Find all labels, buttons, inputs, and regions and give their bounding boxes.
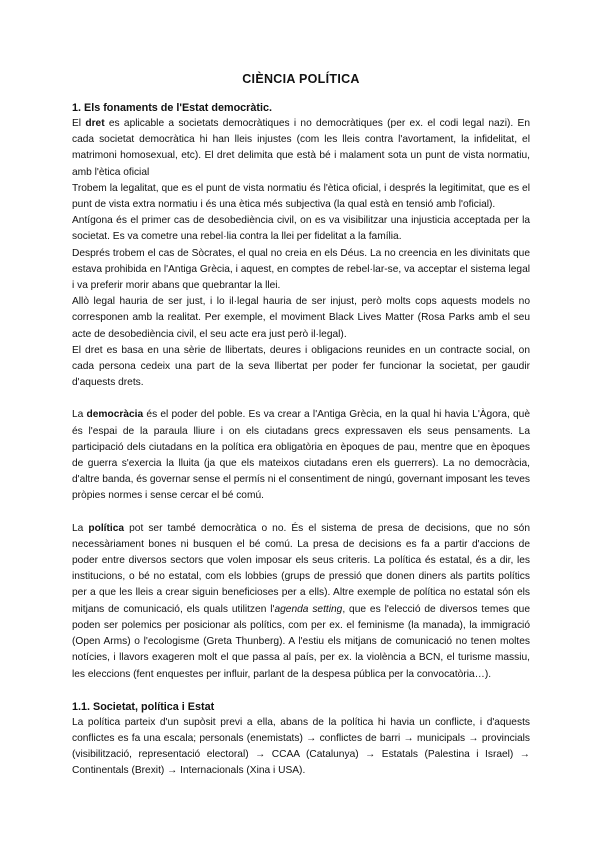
paragraph-antigona: Antígona és el primer cas de desobediència civil, on es va visibilitzar una injusticia acceptada per la societat. Es va cometre una rebel·lia contra la llei per fidelitat a la família. [72, 215, 530, 243]
text-run: La [72, 409, 87, 421]
text-run: , que es l'elecció de diversos temes que poden ser polemics per posicionar als polítics, com per ex. el feminisme (la manada), la immigració (Open Arms) o l'ecologisme (Greta Thunberg). A l'estiu els mitjans de comunicació no tenen moltes notícies, i llavors exageren molt el que passa al país, per ex. la violència a BCN, el turisme massiu, les eleccions (fent enquestes per influir, parlant de la despesa pública per la convocatòria…). [72, 603, 530, 680]
text-run: es aplicable a societats democràtiques i no democràtiques (per ex. el codi legal nazi). En cada societat democràtica hi han lleis injustes (com les lleis contra l'avortament, la infidelitat, el matrimoni homosexual, etc). El dret delimita que està bé i malament sota un punt de vista normatiu, amb l'ètica oficial [72, 118, 530, 178]
paragraph-gap [72, 391, 530, 407]
text-run: és el poder del poble. Es va crear a l'Antiga Grècia, en la qual hi havia L'Àgora, què és l'espai de la paraula lliure i on els ciutadans grecs expressaven els seus pensaments. La participació dels ciutadans en la política era obligatòria en èpoques de pau, mentre que en èpoques de guerra s'exercia la lluita (ja que els mateixos ciutadans eren els guerrers). La no democràcia, d'altre banda, és governar sense el permís ni el consentiment de ningú, governant imposant les teves pròpies normes i sense cercar el bé comú. [72, 409, 530, 502]
text-run: La [72, 522, 89, 534]
paragraph-gap [72, 505, 530, 521]
term-agenda-setting: agenda setting [274, 603, 343, 615]
paragraph-dret [72, 116, 530, 181]
paragraph-democracia [72, 407, 530, 504]
paragraph-socrates: Després trobem el cas de Sòcrates, el qual no creia en els Déus. La no creencia en les divinitats que estava prohibida en l'Antiga Grècia, i aquest, en comptes de rebel·lar-se, va acceptar el sistema legal i va preferir morir abans que quebrantar la llei. [72, 247, 530, 292]
term-politica: política [88, 522, 125, 534]
text-run: El [72, 118, 86, 129]
paragraph-conflictes: La política parteix d'un supòsit previ a ella, abans de la política hi havia un conflicte, i d'aquests conflictes es fa una escala; personals (enemistats) → conflictes de barri → municipals → provincials (visibilització, representació electoral) → CCAA (Catalunya) → Estatals (Palestina i Israel) → Continentals (Brexit) → Internacionals (Xina i USA). [72, 716, 530, 777]
term-democracia: democràcia [86, 409, 144, 421]
term-dret: dret [85, 118, 105, 129]
section-heading-1-1: 1.1. Societat, política i Estat [72, 700, 215, 713]
text-run: pot ser també democràtica o no. És el sistema de presa de decisions, que no són necessàriament bones ni busquen el bé comú. La presa de decisions es fa a partir d'accions de poder entre diversos sectors que volen imposar els seus criteris. La política és estatal, és a dir, les institucions, o bé no estatal, com els lobbies (grups de pressió que donen diners als partits polítics per a que les lleis a crear siguin beneficioses per a ells). Altre exemple de política no estatal són els mitjans de comunicació, els quals utilitzen l' [72, 522, 530, 615]
document-title: CIÈNCIA POLÍTICA [242, 72, 360, 86]
paragraph-contracte-social: El dret es basa en una sèrie de llibertats, deures i obligacions reunides en un contracte social, on cada persona cedeix una part de la seva llibertat per poder fer funcionar la societat, per gaudir d'aquests drets. [72, 344, 530, 389]
section-heading-1: 1. Els fonaments de l'Estat democràtic. [72, 102, 272, 114]
paragraph-legalitat: Trobem la legalitat, que es el punt de vista normatiu és l'ètica oficial, i després la legitimitat, que es el punt de vista extra normatiu i és una ètica més subjectiva (la qual està en tensió amb l'oficial). [72, 182, 530, 211]
paragraph-politica [72, 521, 530, 683]
paragraph-legal-just: Allò legal hauria de ser just, i lo il·legal hauria de ser injust, però molts cops aquests models no corresponen amb la realitat. Per exemple, el moviment Black Lives Matter (Rosa Parks amb el seu acte de desobediència civil, el seu acte era just però il·legal). [72, 296, 530, 340]
paragraph-gap [72, 683, 530, 699]
